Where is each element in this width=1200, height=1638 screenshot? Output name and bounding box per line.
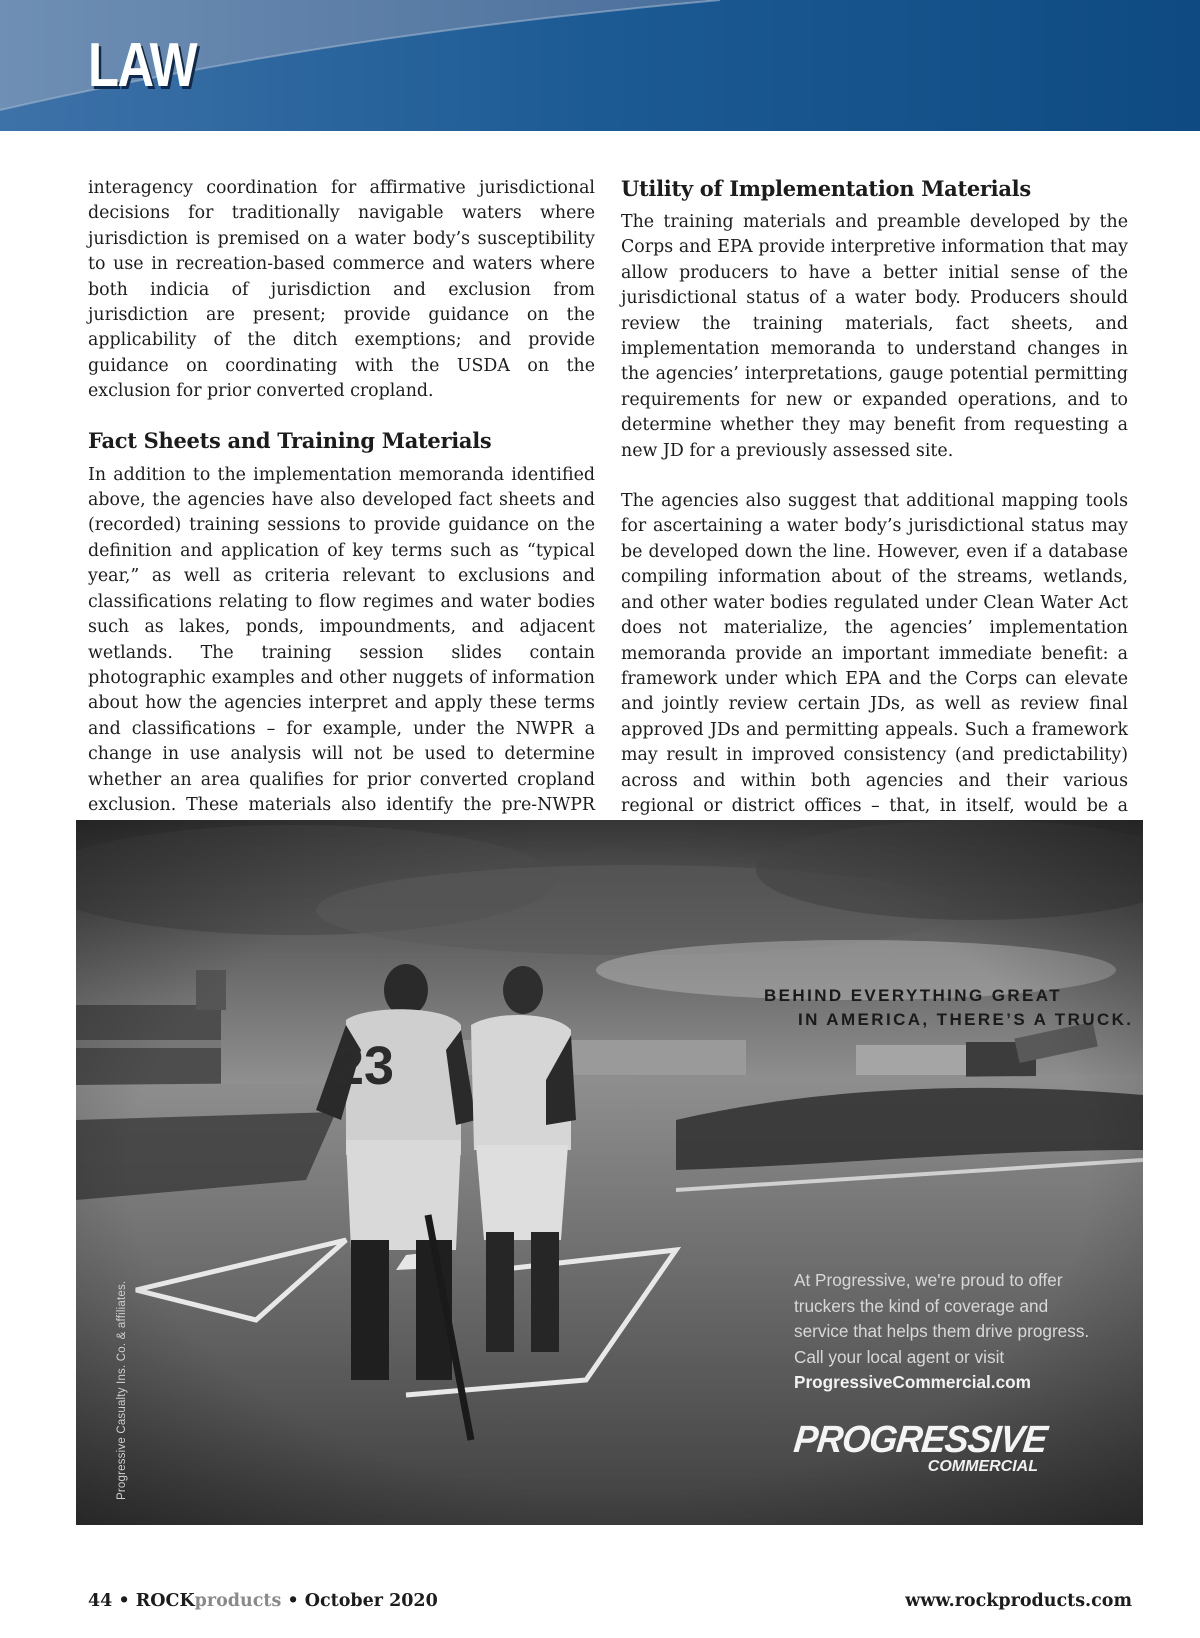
ad-website-link[interactable]: ProgressiveCommercial.com (794, 1372, 1031, 1392)
issue-date: October 2020 (304, 1591, 438, 1611)
ad-tagline-line-2: IN AMERICA, THERE’S A TRUCK. (798, 1010, 1134, 1029)
footer-separator: • (118, 1591, 130, 1611)
progressive-advertisement[interactable] (76, 820, 1143, 1525)
ad-tagline (764, 984, 1133, 1032)
section-label: LAW (88, 31, 197, 100)
progressive-commercial-logo (791, 1419, 1074, 1476)
brand-subtitle: COMMERCIAL (927, 1458, 1038, 1475)
ad-body-line-2: truckers the kind of coverage and (794, 1295, 1049, 1316)
page-footer (88, 1591, 1132, 1611)
intro-paragraph: interagency coordination for affirmative jurisdictional decisions for traditionally navigable waters where jurisdiction is premised on a water body’s susceptibility to use in recreation-based commerce and waters where both indicia of jurisdiction and exclusion from jurisdiction are present; provide guidance on the applicability of the ditch exemptions; and provide guidance on coordinating with the USDA on the exclusion for prior converted cropland. (88, 178, 595, 402)
ad-tagline-line-1: BEHIND EVERYTHING GREAT (764, 986, 1062, 1005)
ad-body-line-4: Call your local agent or visit (794, 1346, 1005, 1367)
right-column (621, 176, 1128, 845)
left-column (88, 176, 595, 844)
fact-sheets-heading: Fact Sheets and Training Materials (88, 427, 492, 453)
page-number: 44 (88, 1591, 113, 1611)
utility-heading: Utility of Implementation Materials (621, 176, 1031, 201)
magazine-name-bold: ROCK (135, 1591, 195, 1611)
ad-body-line-3: service that helps them drive progress. (794, 1321, 1090, 1341)
ad-body-copy (794, 1268, 1124, 1396)
utility-paragraph-1: The training materials and preamble developed by the Corps and EPA provide interpretive information that may allow producers to have a better initial sense of the jurisdictional status of a water body. Producers should review the training materials, fact sheets, and implementation memoranda to understand changes in the agencies’ interpretations, gauge potential permitting requirements for new or expanded operations, and to determine whether they may benefit from requesting a new JD for a previously assessed site. (621, 212, 1128, 461)
section-header-band (0, 0, 1200, 131)
ad-body-line-1: At Progressive, we're proud to offer (794, 1270, 1063, 1290)
fact-sheets-paragraph: In addition to the implementation memoranda identified above, the agencies have also developed fact sheets and (recorded) training sessions to provide guidance on the definition and application of key terms such as “typical year,” as well as criteria relevant to exclusions and classifications relating to flow regimes and water bodies such as lakes, ponds, impoundments, and adjacent wetlands. The training session slides contain photographic examples and other nuggets of information about how the agencies interpret and apply these terms and classifications – for example, under the NWPR a change in use analysis will not be used to determine whether an area qualifies for prior converted cropland exclusion. These materials also identify the pre-NWPR (88, 464, 595, 815)
utility-paragraph-2: The agencies also suggest that additional mapping tools for ascertaining a water body’s jurisdictional status may be developed down the line. However, even if a database compiling information about of the streams, wetlands, and other water bodies regulated under Clean Water Act does not materialize, the agencies’ implementation memoranda provide an important immediate benefit: a framework under which EPA and the Corps can elevate and jointly review certain JDs, as well as review final approved JDs and permitting appeals. Such a framework may result in improved consistency (and predictability) across and within both agencies and their various regional or district offices – that, in itself, would be a (621, 491, 1128, 816)
website-link[interactable]: www.rockproducts.com (905, 1591, 1132, 1611)
brand-name: PROGRESSIVE (791, 1419, 1049, 1461)
magazine-name-light: products (194, 1591, 282, 1611)
ad-legal-notice: Progressive Casualty Ins. Co. & affiliates. (116, 1280, 128, 1500)
footer-separator-2: • (287, 1591, 299, 1611)
